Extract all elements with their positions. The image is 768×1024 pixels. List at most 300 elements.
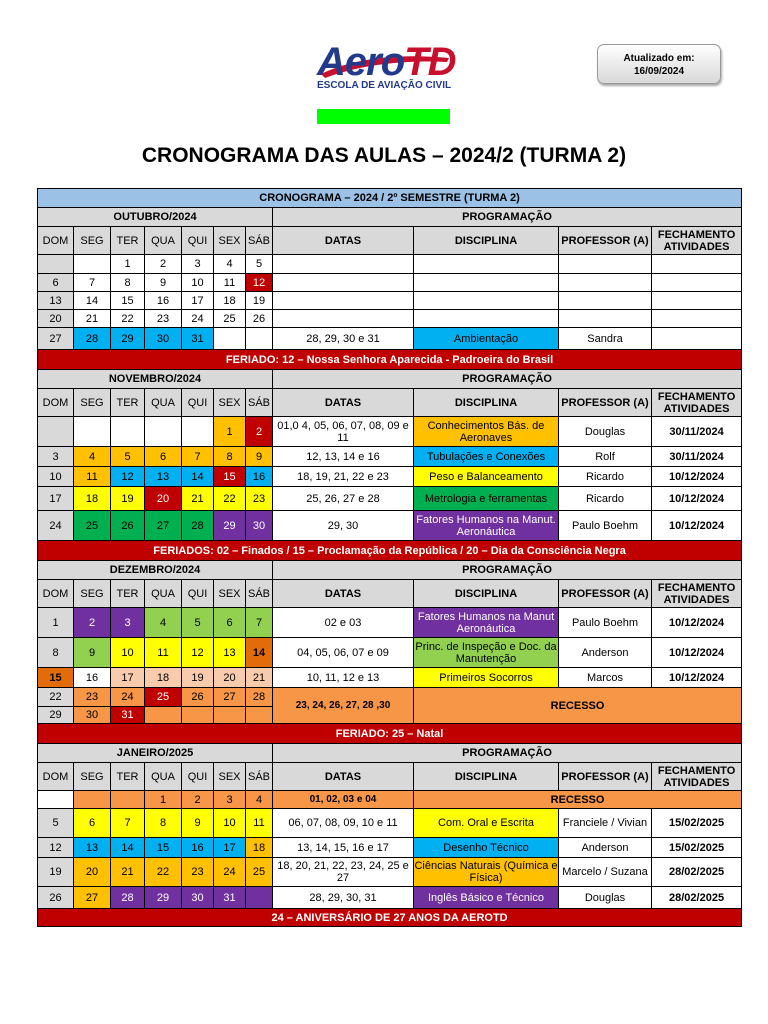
weekday-header: QUA (145, 763, 182, 791)
weekday-header: QUA (145, 227, 182, 255)
holiday-banner: FERIADOS: 02 – Finados / 15 – Proclamação da República / 20 – Dia da Consciência Negra (38, 541, 742, 561)
updated-date: 16/09/2024 (633, 66, 685, 77)
holiday-banner: FERIADO: 12 – Nossa Senhora Aparecida - Padroeira do Brasil (38, 350, 742, 370)
weekday-header: DOM (38, 389, 74, 417)
empty-cell (273, 292, 414, 310)
calendar-day: 17 (182, 292, 214, 310)
calendar-day: 7 (111, 809, 145, 838)
program-datas: 01,0 4, 05, 06, 07, 08, 09 e 11 (273, 417, 414, 447)
calendar-day: 4 (246, 791, 273, 809)
calendar-day: 25 (246, 858, 273, 887)
programacao-header: PROGRAMAÇÃO (273, 561, 742, 580)
calendar-day: 1 (214, 417, 246, 447)
calendar-day: 10 (214, 809, 246, 838)
calendar-day: 12 (111, 467, 145, 487)
calendar-day: 23 (246, 487, 273, 511)
calendar-day: 10 (111, 638, 145, 668)
weekday-header: TER (111, 227, 145, 255)
professor-header: PROFESSOR (A) (559, 227, 652, 255)
calendar-day: 19 (38, 858, 74, 887)
professor-header: PROFESSOR (A) (559, 580, 652, 608)
program-disciplina: Inglês Básico e Técnico (414, 887, 559, 909)
holiday-banner-row (38, 350, 742, 370)
calendar-day: 27 (145, 511, 182, 541)
calendar-day: 16 (145, 292, 182, 310)
weekday-header: SÁB (246, 580, 273, 608)
calendar-day: 15 (38, 668, 74, 688)
programacao-header: PROGRAMAÇÃO (273, 208, 742, 227)
calendar-day: 20 (74, 858, 111, 887)
fech-line1: FECHAMENTO (657, 228, 736, 241)
calendar-day: 16 (182, 838, 214, 858)
calendar-day: 23 (74, 688, 111, 707)
calendar-day: 17 (38, 487, 74, 511)
program-professor: Douglas (559, 417, 652, 447)
calendar-day: 25 (74, 511, 111, 541)
empty-cell (414, 274, 559, 292)
weekday-header: DOM (38, 763, 74, 791)
calendar-day: 5 (111, 447, 145, 467)
calendar-day (74, 255, 111, 274)
calendar-day (145, 417, 182, 447)
column-header-row (38, 389, 742, 417)
program-fechamento: 10/12/2024 (652, 608, 742, 638)
fech-line2: ATIVIDADES (663, 402, 730, 415)
program-datas: 12, 13, 14 e 16 (273, 447, 414, 467)
calendar-day: 6 (74, 809, 111, 838)
disciplina-header: DISCIPLINA (414, 227, 559, 255)
program-professor: Anderson (559, 638, 652, 668)
calendar-day: 5 (182, 608, 214, 638)
weekday-header: QUI (182, 580, 214, 608)
recesso-datas: 23, 24, 26, 27, 28 ,30 (273, 688, 414, 724)
calendar-day: 9 (74, 638, 111, 668)
empty-cell (652, 310, 742, 328)
program-professor: Sandra (559, 328, 652, 350)
calendar-day: 8 (214, 447, 246, 467)
calendar-day: 21 (246, 668, 273, 688)
weekday-header: SEG (74, 227, 111, 255)
calendar-day: 3 (111, 608, 145, 638)
calendar-day: 18 (246, 838, 273, 858)
table-title: CRONOGRAMA – 2024 / 2º SEMESTRE (TURMA 2) (38, 189, 742, 208)
calendar-day: 30 (145, 328, 182, 350)
calendar-week-row (38, 608, 742, 638)
calendar-week-row (38, 417, 742, 447)
program-fechamento: 10/12/2024 (652, 668, 742, 688)
calendar-day: 11 (214, 274, 246, 292)
calendar-day: 26 (246, 310, 273, 328)
professor-header: PROFESSOR (A) (559, 763, 652, 791)
program-fechamento (652, 328, 742, 350)
empty-cell (414, 310, 559, 328)
calendar-week-row (38, 487, 742, 511)
programacao-header: PROGRAMAÇÃO (273, 370, 742, 389)
calendar-day: 30 (246, 511, 273, 541)
calendar-day: 25 (214, 310, 246, 328)
disciplina-header: DISCIPLINA (414, 763, 559, 791)
calendar-day: 24 (214, 858, 246, 887)
calendar-day: 13 (74, 838, 111, 858)
calendar-day: 22 (38, 688, 74, 707)
calendar-day: 20 (145, 487, 182, 511)
calendar-day (182, 417, 214, 447)
program-professor: Douglas (559, 887, 652, 909)
program-fechamento: 10/12/2024 (652, 487, 742, 511)
program-datas: 28, 29, 30, 31 (273, 887, 414, 909)
recesso-datas: 01, 02, 03 e 04 (273, 791, 414, 809)
logo-subtitle: ESCOLA DE AVIAÇÃO CIVIL (317, 80, 452, 91)
calendar-day: 29 (111, 328, 145, 350)
calendar-week-row (38, 447, 742, 467)
weekday-header: SEG (74, 389, 111, 417)
program-fechamento: 28/02/2025 (652, 858, 742, 887)
calendar-day: 14 (182, 467, 214, 487)
calendar-day: 21 (111, 858, 145, 887)
calendar-day (74, 791, 111, 809)
calendar-day: 4 (145, 608, 182, 638)
calendar-day: 10 (38, 467, 74, 487)
calendar-week-row (38, 467, 742, 487)
program-disciplina: Ciências Naturais (Química e Física) (414, 858, 559, 887)
program-fechamento: 15/02/2025 (652, 838, 742, 858)
calendar-day: 28 (111, 887, 145, 909)
program-disciplina: Conhecimentos Bás. de Aeronaves (414, 417, 559, 447)
program-datas: 25, 26, 27 e 28 (273, 487, 414, 511)
program-datas: 18, 20, 21, 22, 23, 24, 25 e 27 (273, 858, 414, 887)
professor-header: PROFESSOR (A) (559, 389, 652, 417)
calendar-day: 23 (182, 858, 214, 887)
programacao-header: PROGRAMAÇÃO (273, 744, 742, 763)
program-professor: Anderson (559, 838, 652, 858)
column-header-row (38, 580, 742, 608)
program-professor: Paulo Boehm (559, 608, 652, 638)
disciplina-header: DISCIPLINA (414, 389, 559, 417)
empty-cell (559, 310, 652, 328)
program-professor: Marcelo / Suzana (559, 858, 652, 887)
calendar-day: 7 (182, 447, 214, 467)
aerotd-logo (317, 40, 456, 94)
calendar-day: 29 (145, 887, 182, 909)
datas-header: DATAS (273, 227, 414, 255)
calendar-day: 24 (38, 511, 74, 541)
calendar-day: 28 (74, 328, 111, 350)
empty-cell (273, 255, 414, 274)
month-title: OUTUBRO/2024 (38, 208, 273, 227)
program-datas: 02 e 03 (273, 608, 414, 638)
calendar-day: 3 (38, 447, 74, 467)
page-title: CRONOGRAMA DAS AULAS – 2024/2 (TURMA 2) (141, 144, 627, 167)
calendar-day: 7 (74, 274, 111, 292)
empty-cell (414, 292, 559, 310)
program-disciplina: Fatores Humanos na Manut Aeronáutica (414, 608, 559, 638)
calendar-week-row (38, 292, 742, 310)
program-professor: Marcos (559, 668, 652, 688)
calendar-day (38, 417, 74, 447)
calendar-week-row (38, 668, 742, 688)
calendar-day: 19 (111, 487, 145, 511)
calendar-week-row (38, 511, 742, 541)
updated-badge (597, 44, 721, 84)
calendar-day: 26 (111, 511, 145, 541)
program-professor: Ricardo (559, 467, 652, 487)
program-disciplina: Com. Oral e Escrita (414, 809, 559, 838)
program-datas: 29, 30 (273, 511, 414, 541)
empty-cell (559, 274, 652, 292)
datas-header: DATAS (273, 389, 414, 417)
disciplina-header: DISCIPLINA (414, 580, 559, 608)
weekday-header: SÁB (246, 227, 273, 255)
holiday-banner: FERIADO: 25 – Natal (38, 724, 742, 744)
program-disciplina: Peso e Balanceamento (414, 467, 559, 487)
weekday-header: SEX (214, 389, 246, 417)
calendar-day: 13 (38, 292, 74, 310)
weekday-header: SEX (214, 763, 246, 791)
month-title: JANEIRO/2025 (38, 744, 273, 763)
program-datas: 06, 07, 08, 09, 10 e 11 (273, 809, 414, 838)
green-highlight-bar (317, 109, 450, 124)
program-disciplina: Tubulações e Conexões (414, 447, 559, 467)
calendar-day: 28 (182, 511, 214, 541)
calendar-day: 28 (246, 688, 273, 707)
anniversary-banner: 24 – ANIVERSÁRIO DE 27 ANOS DA AEROTD (38, 909, 742, 927)
program-fechamento: 10/12/2024 (652, 511, 742, 541)
calendar-day: 23 (145, 310, 182, 328)
calendar-day: 18 (74, 487, 111, 511)
calendar-day: 22 (111, 310, 145, 328)
calendar-day: 20 (38, 310, 74, 328)
program-professor: Paulo Boehm (559, 511, 652, 541)
program-fechamento: 28/02/2025 (652, 887, 742, 909)
program-fechamento: 10/12/2024 (652, 467, 742, 487)
calendar-day (38, 255, 74, 274)
holiday-banner-row (38, 541, 742, 561)
fech-line2: ATIVIDADES (663, 240, 730, 253)
schedule-table (37, 188, 742, 927)
fech-line1: FECHAMENTO (657, 764, 736, 777)
calendar-day: 4 (214, 255, 246, 274)
calendar-day: 9 (182, 809, 214, 838)
program-fechamento: 30/11/2024 (652, 417, 742, 447)
program-fechamento: 30/11/2024 (652, 447, 742, 467)
calendar-week-row (38, 858, 742, 887)
calendar-day (246, 887, 273, 909)
column-header-row (38, 227, 742, 255)
fechamento-header (652, 580, 742, 608)
program-disciplina: Ambientação (414, 328, 559, 350)
fech-line2: ATIVIDADES (663, 776, 730, 789)
calendar-day: 11 (246, 809, 273, 838)
calendar-day: 10 (182, 274, 214, 292)
calendar-day (111, 791, 145, 809)
fechamento-header (652, 763, 742, 791)
empty-cell (652, 274, 742, 292)
weekday-header: SEG (74, 763, 111, 791)
calendar-day: 6 (38, 274, 74, 292)
calendar-day: 8 (38, 638, 74, 668)
calendar-day (214, 707, 246, 724)
calendar-day: 29 (38, 707, 74, 724)
calendar-day: 15 (111, 292, 145, 310)
recesso-label: RECESSO (414, 791, 742, 809)
weekday-header: DOM (38, 227, 74, 255)
calendar-day: 14 (246, 638, 273, 668)
calendar-day: 31 (214, 887, 246, 909)
program-disciplina: Fatores Humanos na Manut. Aeronáutica (414, 511, 559, 541)
calendar-day: 24 (111, 688, 145, 707)
weekday-header: DOM (38, 580, 74, 608)
calendar-day: 27 (38, 328, 74, 350)
calendar-day: 20 (214, 668, 246, 688)
recesso-label: RECESSO (414, 688, 742, 724)
calendar-week-row (38, 688, 742, 707)
empty-cell (414, 255, 559, 274)
calendar-day: 17 (214, 838, 246, 858)
month-title: DEZEMBRO/2024 (38, 561, 273, 580)
calendar-day: 1 (38, 608, 74, 638)
calendar-day: 21 (74, 310, 111, 328)
calendar-day: 2 (145, 255, 182, 274)
calendar-day (111, 417, 145, 447)
calendar-week-row (38, 791, 742, 809)
empty-cell (559, 255, 652, 274)
weekday-header: QUI (182, 227, 214, 255)
calendar-day: 13 (145, 467, 182, 487)
calendar-day: 3 (182, 255, 214, 274)
calendar-day: 19 (246, 292, 273, 310)
calendar-day: 3 (214, 791, 246, 809)
month-header-row (38, 744, 742, 763)
program-disciplina: Primeiros Socorros (414, 668, 559, 688)
calendar-day: 30 (182, 887, 214, 909)
calendar-day: 27 (214, 688, 246, 707)
weekday-header: QUI (182, 389, 214, 417)
calendar-day: 5 (38, 809, 74, 838)
weekday-header: SEX (214, 227, 246, 255)
calendar-day (182, 707, 214, 724)
updated-label: Atualizado em: (623, 53, 695, 64)
calendar-day (246, 328, 273, 350)
calendar-day: 8 (145, 809, 182, 838)
weekday-header: QUI (182, 763, 214, 791)
fech-line2: ATIVIDADES (663, 593, 730, 606)
empty-cell (273, 274, 414, 292)
month-header-row (38, 370, 742, 389)
program-disciplina: Desenho Técnico (414, 838, 559, 858)
calendar-week-row (38, 328, 742, 350)
weekday-header: TER (111, 389, 145, 417)
empty-cell (559, 292, 652, 310)
weekday-header: TER (111, 763, 145, 791)
calendar-week-row (38, 838, 742, 858)
calendar-day: 29 (214, 511, 246, 541)
calendar-day: 16 (74, 668, 111, 688)
column-header-row (38, 763, 742, 791)
program-datas: 10, 11, 12 e 13 (273, 668, 414, 688)
calendar-week-row (38, 274, 742, 292)
calendar-day: 31 (182, 328, 214, 350)
calendar-day: 30 (74, 707, 111, 724)
calendar-day: 6 (214, 608, 246, 638)
calendar-day: 9 (145, 274, 182, 292)
calendar-day: 11 (145, 638, 182, 668)
fech-line1: FECHAMENTO (657, 390, 736, 403)
calendar-day: 26 (38, 887, 74, 909)
empty-cell (273, 310, 414, 328)
calendar-day: 7 (246, 608, 273, 638)
calendar-day (38, 791, 74, 809)
month-title: NOVEMBRO/2024 (38, 370, 273, 389)
calendar-day (74, 417, 111, 447)
calendar-day: 22 (145, 858, 182, 887)
calendar-day: 16 (246, 467, 273, 487)
calendar-day: 14 (111, 838, 145, 858)
program-datas: 04, 05, 06, 07 e 09 (273, 638, 414, 668)
weekday-header: SÁB (246, 763, 273, 791)
program-fechamento: 15/02/2025 (652, 809, 742, 838)
program-disciplina: Metrologia e ferramentas (414, 487, 559, 511)
calendar-day: 17 (111, 668, 145, 688)
logo-wordmark: AeroTD (317, 40, 456, 84)
calendar-day: 2 (74, 608, 111, 638)
datas-header: DATAS (273, 580, 414, 608)
table-title-row (38, 189, 742, 208)
calendar-day: 25 (145, 688, 182, 707)
month-header-row (38, 561, 742, 580)
program-datas: 13, 14, 15, 16 e 17 (273, 838, 414, 858)
calendar-day: 2 (246, 417, 273, 447)
calendar-day: 9 (246, 447, 273, 467)
calendar-day: 22 (214, 487, 246, 511)
calendar-day: 5 (246, 255, 273, 274)
program-datas: 28, 29, 30 e 31 (273, 328, 414, 350)
datas-header: DATAS (273, 763, 414, 791)
program-professor: Ricardo (559, 487, 652, 511)
calendar-day: 21 (182, 487, 214, 511)
calendar-day: 12 (38, 838, 74, 858)
calendar-day: 6 (145, 447, 182, 467)
calendar-day: 14 (74, 292, 111, 310)
calendar-day: 1 (111, 255, 145, 274)
program-professor: Franciele / Vivian (559, 809, 652, 838)
weekday-header: QUA (145, 580, 182, 608)
weekday-header: TER (111, 580, 145, 608)
fechamento-header (652, 227, 742, 255)
calendar-week-row (38, 310, 742, 328)
calendar-week-row (38, 255, 742, 274)
weekday-header: SEG (74, 580, 111, 608)
calendar-day: 8 (111, 274, 145, 292)
program-disciplina: Princ. de Inspeção e Doc. da Manutenção (414, 638, 559, 668)
fech-line1: FECHAMENTO (657, 581, 736, 594)
empty-cell (652, 255, 742, 274)
weekday-header: QUA (145, 389, 182, 417)
calendar-week-row (38, 638, 742, 668)
final-banner-row (38, 909, 742, 927)
calendar-day: 12 (246, 274, 273, 292)
calendar-day: 26 (182, 688, 214, 707)
calendar-day: 15 (145, 838, 182, 858)
calendar-day: 18 (214, 292, 246, 310)
month-header-row (38, 208, 742, 227)
calendar-day (214, 328, 246, 350)
empty-cell (652, 292, 742, 310)
calendar-day: 11 (74, 467, 111, 487)
calendar-day: 2 (182, 791, 214, 809)
weekday-header: SÁB (246, 389, 273, 417)
calendar-week-row (38, 887, 742, 909)
holiday-banner-row (38, 724, 742, 744)
